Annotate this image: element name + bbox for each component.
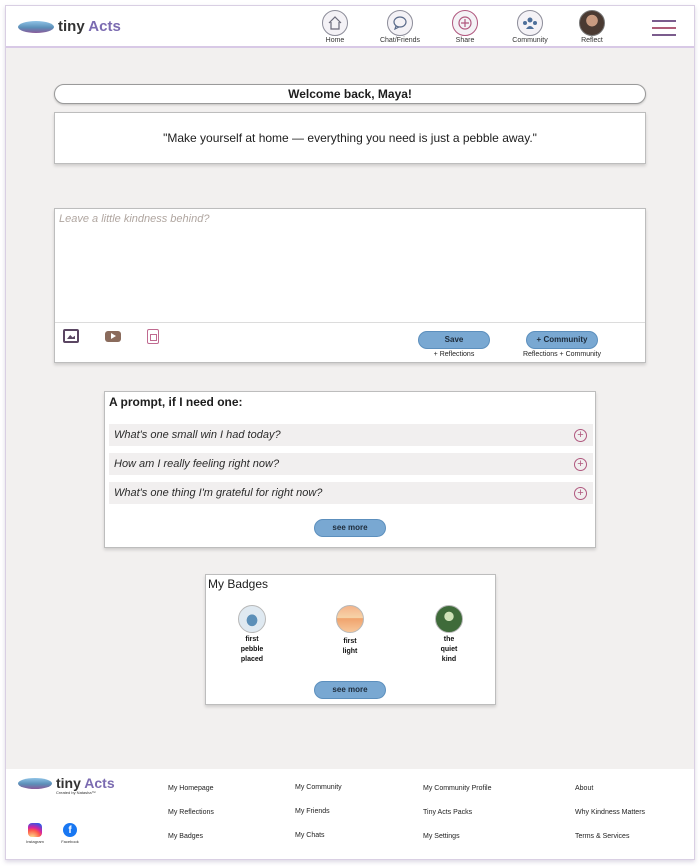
badge-line: quiet [440, 646, 458, 653]
prompts-see-more-button[interactable]: see more [314, 519, 386, 537]
pebble-badge-icon [238, 605, 266, 633]
top-header [6, 6, 695, 48]
footer-link-tiny-acts-packs[interactable]: Tiny Acts Packs [423, 809, 473, 816]
prompt-text: What's one small win I had today? [114, 429, 281, 441]
prompt-item[interactable] [109, 453, 593, 475]
nav-community-label: Community [512, 37, 548, 44]
footer [6, 769, 695, 860]
facebook-icon: f [63, 823, 77, 837]
page-frame [5, 5, 695, 860]
tiny-acts-logo[interactable] [18, 18, 121, 35]
badge-line: light [342, 648, 358, 655]
welcome-banner: Welcome back, Maya! [54, 84, 646, 104]
prompt-text: How am I really feeling right now? [114, 458, 280, 470]
pebble-logo-icon [18, 21, 54, 33]
badge-line: first [245, 636, 259, 643]
home-icon [322, 10, 348, 36]
prompts-title: A prompt, if I need one: [109, 395, 243, 409]
menu-line [652, 34, 676, 36]
badges-see-more-button[interactable]: see more [314, 681, 386, 699]
community-button[interactable]: + Community [526, 331, 598, 349]
badge-first-pebble[interactable] [222, 605, 282, 665]
footer-link-my-chats[interactable]: My Chats [295, 832, 325, 839]
forest-badge-icon [435, 605, 463, 633]
footer-link-my-badges[interactable]: My Badges [168, 833, 204, 840]
kindness-input[interactable] [55, 209, 645, 323]
footer-link-my-homepage[interactable]: My Homepage [168, 785, 214, 792]
badges-card [205, 574, 496, 705]
save-caption: + Reflections [433, 351, 475, 358]
footer-link-my-settings[interactable]: My Settings [423, 833, 460, 840]
pebble-logo-icon [18, 778, 52, 789]
footer-link-my-reflections[interactable]: My Reflections [168, 809, 214, 816]
badge-line: pebble [240, 646, 264, 653]
hamburger-menu-icon[interactable] [652, 20, 676, 41]
nav-home[interactable] [305, 10, 365, 44]
prompt-item[interactable] [109, 482, 593, 504]
compose-card [54, 208, 646, 363]
footer-link-my-community[interactable]: My Community [295, 784, 342, 791]
logo-word-acts: Acts [88, 18, 121, 35]
facebook-link[interactable] [55, 823, 85, 844]
nav-chat-friends[interactable] [370, 10, 430, 44]
community-caption: Reflections + Community [522, 351, 601, 358]
prompt-text: What's one thing I'm grateful for right now? [114, 487, 323, 499]
nav-chat-label: Chat/Friends [379, 37, 421, 44]
prompt-item[interactable] [109, 424, 593, 446]
badge-line: kind [441, 656, 457, 663]
footer-link-my-friends[interactable]: My Friends [295, 808, 330, 815]
badge-label [222, 635, 282, 665]
save-button[interactable]: Save [418, 331, 490, 349]
quote-card: "Make yourself at home — everything you need is just a pebble away." [54, 112, 646, 164]
badge-label [320, 637, 380, 657]
badges-title: My Badges [208, 577, 269, 591]
plus-circle-icon [452, 10, 478, 36]
instagram-icon [28, 823, 42, 837]
facebook-label: Facebook [61, 839, 79, 844]
badge-line: placed [240, 656, 264, 663]
badge-first-light[interactable] [320, 605, 380, 657]
sunrise-badge-icon [336, 605, 364, 633]
logo-word-tiny: tiny [56, 775, 81, 791]
image-upload-icon[interactable] [63, 329, 79, 343]
nav-community[interactable] [500, 10, 560, 44]
community-icon [517, 10, 543, 36]
logo-text [58, 18, 121, 35]
menu-line [652, 27, 676, 29]
plus-icon[interactable]: + [574, 487, 587, 500]
nav-share-label: Share [455, 37, 475, 44]
chat-icon [387, 10, 413, 36]
badge-line: the [443, 636, 455, 643]
logo-word-tiny: tiny [58, 18, 85, 35]
logo-word-acts: Acts [84, 775, 115, 791]
footer-logo-text [56, 775, 115, 791]
footer-link-about[interactable]: About [575, 785, 594, 792]
plus-icon[interactable]: + [574, 458, 587, 471]
nav-reflect[interactable] [562, 10, 622, 44]
nav-share[interactable] [435, 10, 495, 44]
badge-label [419, 635, 479, 665]
badge-line: first [343, 638, 357, 645]
created-by-text: Created by Natasha™ [56, 790, 96, 795]
avatar [579, 10, 605, 36]
footer-link-community-profile[interactable]: My Community Profile [423, 785, 492, 792]
footer-logo[interactable] [18, 775, 115, 791]
prompts-card [104, 391, 596, 548]
instagram-label: Instagram [26, 839, 44, 844]
document-upload-icon[interactable] [147, 329, 159, 344]
video-upload-icon[interactable] [105, 331, 121, 342]
footer-link-terms[interactable]: Terms & Services [575, 833, 630, 840]
footer-link-why-kindness-matters[interactable]: Why Kindness Matters [575, 809, 646, 816]
plus-icon[interactable]: + [574, 429, 587, 442]
nav-home-label: Home [325, 37, 345, 44]
badge-quiet-kind[interactable] [419, 605, 479, 665]
menu-line [652, 20, 676, 22]
instagram-link[interactable] [20, 823, 50, 844]
nav-reflect-label: Reflect [581, 37, 603, 44]
